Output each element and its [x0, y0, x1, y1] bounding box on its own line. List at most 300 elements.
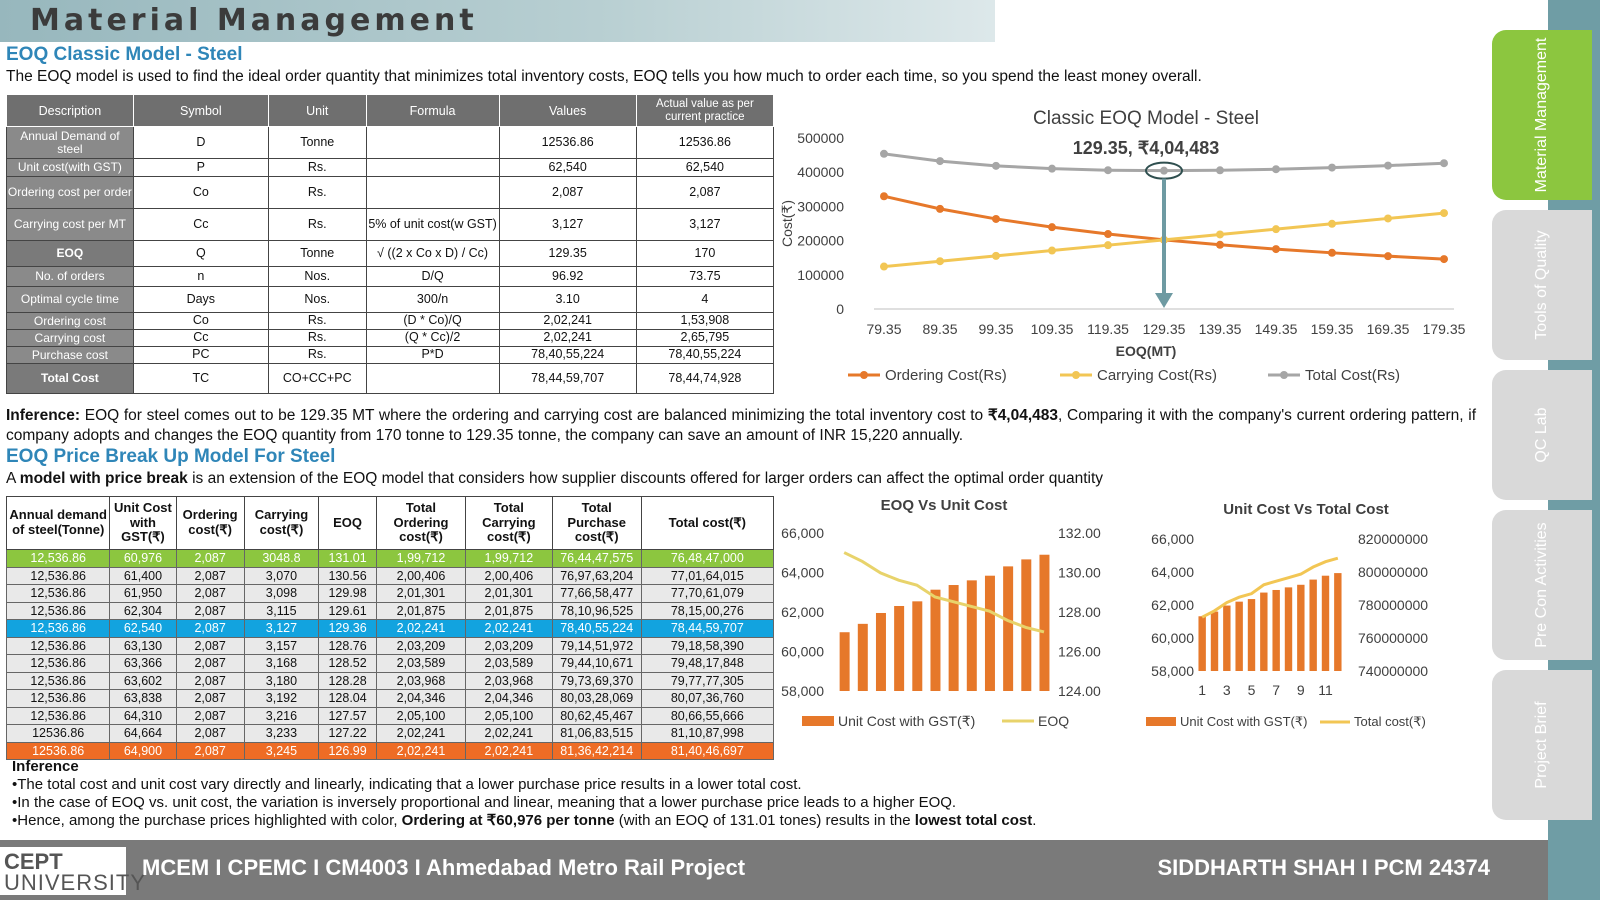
table-cell: 1,99,712 [465, 550, 552, 568]
table-cell: 2,087 [176, 637, 244, 655]
table-cell: 2,03,968 [465, 672, 552, 690]
table-cell: 5% of unit cost(w GST) [366, 209, 499, 241]
series-point [1272, 165, 1280, 173]
table-cell: 3,157 [244, 637, 318, 655]
table-cell: Rs. [268, 347, 366, 364]
x-tick-label: 159.35 [1310, 321, 1354, 337]
table-cell: 64,900 [110, 742, 176, 760]
total-cost-line [1202, 558, 1338, 617]
table-cell: 2,087 [176, 707, 244, 725]
table-cell: 81,06,83,515 [552, 725, 641, 743]
table-cell [366, 177, 499, 209]
table-cell: 79,48,17,848 [641, 655, 773, 673]
y2-tick-label: 780000000 [1358, 597, 1429, 613]
x-tick-label: 139.35 [1198, 321, 1242, 337]
table-cell: 12,536.86 [7, 602, 110, 620]
table-row [7, 672, 774, 690]
table-cell: Rs. [268, 209, 366, 241]
table-cell: 128.76 [319, 637, 377, 655]
series-point [1048, 247, 1056, 255]
table-row [7, 725, 774, 743]
table-cell: 2,02,241 [377, 620, 466, 638]
series-point [880, 150, 888, 158]
y-tick-label: 200000 [797, 232, 844, 249]
bar [912, 601, 922, 691]
series-point [1328, 164, 1336, 172]
y-tick-label: 62,000 [781, 604, 824, 620]
table-row [7, 313, 774, 330]
bullet3-post: . [1032, 812, 1037, 829]
table-cell: 3,245 [244, 742, 318, 760]
legend-marker [1072, 371, 1080, 379]
table-cell: 2,087 [176, 602, 244, 620]
bar [1198, 616, 1205, 671]
section2-desc-bold: model with price break [19, 470, 188, 487]
series-point [936, 257, 944, 265]
table-cell: 2,01,875 [465, 602, 552, 620]
table-cell: 3,070 [244, 567, 318, 585]
table-cell: 129.36 [319, 620, 377, 638]
y2-tick-label: 128.00 [1058, 604, 1101, 620]
row-label: Unit cost(with GST) [7, 159, 134, 177]
table-cell: 62,540 [499, 159, 636, 177]
table-cell: 3.10 [499, 287, 636, 313]
table-cell: Rs. [268, 177, 366, 209]
table-cell: 80,03,28,069 [552, 690, 641, 708]
bullet3-bold1: Ordering at ₹60,976 per tonne [401, 812, 615, 829]
table-cell: 3048.8 [244, 550, 318, 568]
table-cell: 129.35 [499, 241, 636, 267]
table-cell: 3,233 [244, 725, 318, 743]
table-cell: 78,40,55,224 [552, 620, 641, 638]
legend-label: Carrying Cost(Rs) [1097, 367, 1218, 384]
bar [1285, 587, 1292, 671]
chart-title: Unit Cost Vs Total Cost [1223, 501, 1389, 518]
y-tick-label: 0 [836, 301, 844, 317]
y-axis-label: Cost(₹) [779, 199, 795, 248]
x-tick-label: 79.35 [866, 321, 902, 337]
y2-tick-label: 132.00 [1058, 525, 1101, 541]
section2-title: EOQ Price Break Up Model For Steel [6, 446, 336, 467]
table-cell [366, 127, 499, 159]
table-row [7, 330, 774, 347]
x-tick-label: 169.35 [1366, 321, 1410, 337]
table-row [7, 209, 774, 241]
row-label: No. of orders [7, 267, 134, 287]
table-cell: 63,130 [110, 637, 176, 655]
inference-total-cost: ₹4,04,483 [987, 407, 1059, 424]
row-label: Annual Demand of steel [7, 127, 134, 159]
table-cell: 2,02,241 [465, 620, 552, 638]
table-row [7, 267, 774, 287]
table-header-cell: Actual value as per current practice [636, 95, 773, 127]
y-tick-label: 66,000 [781, 525, 824, 541]
legend-marker [1280, 371, 1288, 379]
tab-project-brief[interactable] [1492, 670, 1592, 820]
bullet3-pre: Hence, among the purchase prices highlighted with color, [17, 812, 402, 829]
table-cell: 78,44,74,928 [636, 364, 773, 394]
y-tick-label: 400000 [797, 164, 844, 181]
tab-tools-of-quality[interactable] [1492, 210, 1592, 360]
table-cell: 2,087 [176, 725, 244, 743]
table-cell: 2,02,241 [377, 742, 466, 760]
bar [930, 590, 940, 691]
y-tick-label: 58,000 [1151, 663, 1194, 679]
inference-text-pre: EOQ for steel comes out to be 129.35 MT where the ordering and carrying cost are balanced minimizing the total inventory cost to [80, 407, 988, 424]
bar [1297, 585, 1304, 671]
table-row [7, 241, 774, 267]
table-cell: Rs. [268, 313, 366, 330]
table-row [7, 742, 774, 760]
table-header-cell: Annual demand of steel(Tonne) [7, 497, 110, 550]
legend-label: EOQ [1038, 713, 1070, 729]
row-label: Purchase cost [7, 347, 134, 364]
table-cell: D/Q [366, 267, 499, 287]
table-cell: 2,05,100 [377, 707, 466, 725]
legend-label: Unit Cost with GST(₹) [1180, 714, 1308, 729]
table-cell: 12,536.86 [7, 672, 110, 690]
table-cell: 170 [636, 241, 773, 267]
table-header-cell: Total Carrying cost(₹) [465, 497, 552, 550]
inference-label: Inference: [6, 407, 81, 424]
table-header-cell: Carrying cost(₹) [244, 497, 318, 550]
x-tick-label: 9 [1296, 682, 1305, 698]
table-cell: 2,087 [176, 690, 244, 708]
table-cell: 3,115 [244, 602, 318, 620]
legend-swatch [1146, 717, 1176, 726]
page-title: Material Management [30, 3, 478, 38]
table-cell: 79,77,77,305 [641, 672, 773, 690]
table-cell: 131.01 [319, 550, 377, 568]
table-cell: (D * Co)/Q [366, 313, 499, 330]
table-cell: 128.52 [319, 655, 377, 673]
bar [985, 576, 995, 691]
bar [1235, 602, 1242, 671]
table-cell: 2,087 [636, 177, 773, 209]
table-header-cell: Description [7, 95, 134, 127]
table-header-cell: Formula [366, 95, 499, 127]
table-cell: 2,65,795 [636, 330, 773, 347]
x-tick-label: 89.35 [922, 321, 958, 337]
tab-pre-con-activities[interactable] [1492, 510, 1592, 660]
table-cell: 2,05,100 [465, 707, 552, 725]
table-cell: 64,310 [110, 707, 176, 725]
series-point [880, 263, 888, 271]
bar [858, 624, 868, 691]
series-point [1160, 167, 1168, 175]
table-cell: Co [133, 313, 268, 330]
table-cell: 2,02,241 [465, 742, 552, 760]
series-point [880, 192, 888, 200]
y-tick-label: 60,000 [781, 643, 824, 660]
table-cell: 62,540 [110, 620, 176, 638]
chart-title: Classic EOQ Model - Steel [1033, 108, 1259, 129]
table-row [7, 567, 774, 585]
table-cell: 3,127 [244, 620, 318, 638]
bar [1272, 590, 1279, 671]
section1-title: EOQ Classic Model - Steel [6, 44, 243, 65]
x-tick-label: 179.35 [1422, 321, 1466, 337]
table-header-cell: Ordering cost(₹) [176, 497, 244, 550]
series-point [1384, 252, 1392, 260]
x-tick-label: 1 [1198, 682, 1207, 698]
table-cell: 2,02,241 [499, 330, 636, 347]
section2-inference [12, 758, 1036, 830]
table-cell: 79,73,69,370 [552, 672, 641, 690]
series-point [1216, 166, 1224, 174]
row-label: Total Cost [7, 364, 134, 394]
logo-text-line2: UNIVERSITY [4, 870, 147, 895]
table-cell: 2,087 [176, 672, 244, 690]
table-header-cell: EOQ [319, 497, 377, 550]
table-cell: Tonne [268, 241, 366, 267]
table-cell: 81,40,46,697 [641, 742, 773, 760]
series-point [1384, 162, 1392, 170]
table-header-cell: Total cost(₹) [641, 497, 773, 550]
table-cell: 126.99 [319, 742, 377, 760]
table-cell: 2,01,301 [465, 585, 552, 603]
table-cell: Cc [133, 209, 268, 241]
table-cell: 12536.86 [636, 127, 773, 159]
table-cell: 2,02,241 [377, 725, 466, 743]
bar [840, 632, 850, 691]
table-cell: 2,00,406 [377, 567, 466, 585]
tab-label: Pre Con Activities [1533, 522, 1550, 648]
table-row [7, 690, 774, 708]
bullet3-bold2: lowest total cost [914, 812, 1033, 829]
legend-marker [860, 371, 868, 379]
table-cell: 77,70,61,079 [641, 585, 773, 603]
table-cell: 2,087 [176, 567, 244, 585]
series-point [1272, 245, 1280, 253]
x-tick-label: 119.35 [1087, 321, 1129, 337]
table-header-cell: Total Purchase cost(₹) [552, 497, 641, 550]
table-cell: 12536.86 [499, 127, 636, 159]
table-cell: 2,02,241 [465, 725, 552, 743]
table-cell: 2,087 [499, 177, 636, 209]
table-cell: 2,01,301 [377, 585, 466, 603]
table-cell: 2,04,346 [377, 690, 466, 708]
table-cell: 128.04 [319, 690, 377, 708]
chart-title: EOQ Vs Unit Cost [880, 497, 1008, 514]
table-cell: 2,04,346 [465, 690, 552, 708]
table-cell: 130.56 [319, 567, 377, 585]
series-point [1216, 241, 1224, 249]
section2-desc-pre: A [6, 470, 20, 487]
x-tick-label: 129.35 [1142, 321, 1186, 337]
table-cell: 3,098 [244, 585, 318, 603]
table-cell: 2,087 [176, 620, 244, 638]
table-cell: Tonne [268, 127, 366, 159]
x-tick-label: 109.35 [1030, 321, 1074, 337]
series-point [1216, 230, 1224, 238]
table-cell: CO+CC+PC [268, 364, 366, 394]
bar [1309, 580, 1316, 671]
table-cell: 63,602 [110, 672, 176, 690]
logo-text-line1: CEPT [4, 849, 63, 874]
classic-eoq-chart [779, 100, 1474, 400]
table-cell: 62,540 [636, 159, 773, 177]
table-row [7, 127, 774, 159]
tab-qc-lab[interactable] [1492, 370, 1592, 500]
legend-label: Unit Cost with GST(₹) [838, 713, 976, 729]
table-cell: 4 [636, 287, 773, 313]
table-cell: 80,66,55,666 [641, 707, 773, 725]
table-cell [366, 364, 499, 394]
table-cell: n [133, 267, 268, 287]
legend-label: Ordering Cost(Rs) [885, 367, 1007, 384]
table-cell: 2,087 [176, 585, 244, 603]
series-point [1440, 159, 1448, 167]
table-header-cell: Values [499, 95, 636, 127]
series-point [1048, 223, 1056, 231]
row-label: Ordering cost [7, 313, 134, 330]
table-cell: 2,03,589 [377, 655, 466, 673]
series-point [1440, 209, 1448, 217]
table-cell: 79,14,51,972 [552, 637, 641, 655]
table-cell: 127.22 [319, 725, 377, 743]
y-tick-label: 64,000 [1151, 564, 1194, 580]
table-cell: 78,44,59,707 [641, 620, 773, 638]
y2-tick-label: 760000000 [1358, 630, 1429, 646]
table-cell: 2,03,209 [377, 637, 466, 655]
table-cell: 12,536.86 [7, 637, 110, 655]
legend-label: Total Cost(Rs) [1305, 367, 1401, 384]
tab-material-management[interactable] [1492, 30, 1592, 200]
table-cell: √ ((2 x Co x D) / Cc) [366, 241, 499, 267]
table-cell: 61,400 [110, 567, 176, 585]
eoq-line [844, 553, 1044, 632]
table-header-cell: Symbol [133, 95, 268, 127]
table-cell: P [133, 159, 268, 177]
series-point [1104, 241, 1112, 249]
y-tick-label: 66,000 [1151, 531, 1194, 547]
table-cell: 79,44,10,671 [552, 655, 641, 673]
table-cell: Nos. [268, 267, 366, 287]
table-cell: 76,44,47,575 [552, 550, 641, 568]
table-cell: 80,62,45,467 [552, 707, 641, 725]
series-point [1328, 220, 1336, 228]
series-point [1104, 166, 1112, 174]
table-cell: Days [133, 287, 268, 313]
table-cell: Q [133, 241, 268, 267]
table-cell: 3,127 [499, 209, 636, 241]
section2-description [6, 470, 1103, 488]
table-cell: PC [133, 347, 268, 364]
table-cell: 78,15,00,276 [641, 602, 773, 620]
table-cell: 12,536.86 [7, 655, 110, 673]
table-cell: 12,536.86 [7, 585, 110, 603]
table-cell: 1,53,908 [636, 313, 773, 330]
inference-text-post: , Comparing it with the company's current ordering pattern, if company adopts and changes the EOQ quantity from 170 tonne to 129.35 tonne, the company can save an amount of INR 15,220 annually. [6, 407, 1476, 444]
footer-author-text: SIDDHARTH SHAH I PCM 24374 [1157, 855, 1490, 880]
series-point [992, 252, 1000, 260]
bar [1334, 573, 1341, 671]
price-break-table [6, 496, 774, 760]
table-cell: 2,03,589 [465, 655, 552, 673]
x-tick-label: 149.35 [1254, 321, 1298, 337]
table-cell: 63,838 [110, 690, 176, 708]
tab-label: QC Lab [1533, 407, 1550, 463]
table-row [7, 620, 774, 638]
table-cell: Cc [133, 330, 268, 347]
bar [1039, 555, 1049, 691]
classic-eoq-table [6, 94, 774, 394]
tab-label: Tools of Quality [1533, 230, 1550, 340]
table-cell: 12,536.86 [7, 707, 110, 725]
inference-bullet [12, 812, 1036, 830]
y-tick-label: 500000 [797, 130, 844, 146]
table-row [7, 364, 774, 394]
table-cell: 80,07,36,760 [641, 690, 773, 708]
table-cell: D [133, 127, 268, 159]
legend-label: Total cost(₹) [1354, 714, 1426, 729]
bar [1248, 599, 1255, 671]
y2-tick-label: 820000000 [1358, 531, 1429, 547]
row-label: Optimal cycle time [7, 287, 134, 313]
table-cell: Rs. [268, 330, 366, 347]
bar [1211, 612, 1218, 671]
table-cell: 12536.86 [7, 725, 110, 743]
series-point [1328, 249, 1336, 257]
bar [1322, 576, 1329, 671]
table-cell: 3,168 [244, 655, 318, 673]
x-tick-label: 5 [1247, 682, 1256, 698]
series-point [1384, 214, 1392, 222]
eoq-vs-unit-cost-chart [781, 496, 1124, 746]
y2-tick-label: 126.00 [1058, 643, 1101, 660]
table-cell: 76,48,47,000 [641, 550, 773, 568]
x-tick-label: 11 [1318, 682, 1333, 698]
table-cell: 64,664 [110, 725, 176, 743]
bar [1223, 606, 1230, 671]
table-header-cell: Unit [268, 95, 366, 127]
series-point [1272, 225, 1280, 233]
table-cell: 129.61 [319, 602, 377, 620]
row-label: EOQ [7, 241, 134, 267]
table-cell: 12,536.86 [7, 567, 110, 585]
table-cell: 2,03,968 [377, 672, 466, 690]
table-cell: 2,02,241 [499, 313, 636, 330]
table-header-cell: Unit Cost with GST(₹) [110, 497, 176, 550]
section2-inference-title: Inference [12, 758, 79, 775]
series-point [992, 162, 1000, 170]
optimum-arrow-head [1155, 293, 1173, 308]
y-tick-label: 100000 [797, 266, 844, 283]
table-cell: 78,10,96,525 [552, 602, 641, 620]
table-cell: 2,087 [176, 655, 244, 673]
side-nav [1492, 30, 1596, 840]
section1-inference [6, 406, 1476, 446]
tab-label: Project Brief [1533, 701, 1550, 789]
table-row [7, 159, 774, 177]
table-cell: 128.28 [319, 672, 377, 690]
table-row [7, 287, 774, 313]
table-row [7, 602, 774, 620]
table-cell: 61,950 [110, 585, 176, 603]
tab-label: Material Management [1533, 37, 1550, 193]
table-cell: 77,01,64,015 [641, 567, 773, 585]
table-cell: 2,087 [176, 742, 244, 760]
table-cell: 3,216 [244, 707, 318, 725]
row-label: Carrying cost [7, 330, 134, 347]
header-bar [0, 0, 995, 42]
table-cell: 73.75 [636, 267, 773, 287]
table-cell [366, 159, 499, 177]
bar [967, 580, 977, 691]
unit-cost-vs-total-cost-chart [1146, 496, 1486, 746]
inference-bullet: • The total cost and unit cost vary directly and linearly, indicating that a lower purchase price results in a lower total cost. [12, 776, 1036, 794]
